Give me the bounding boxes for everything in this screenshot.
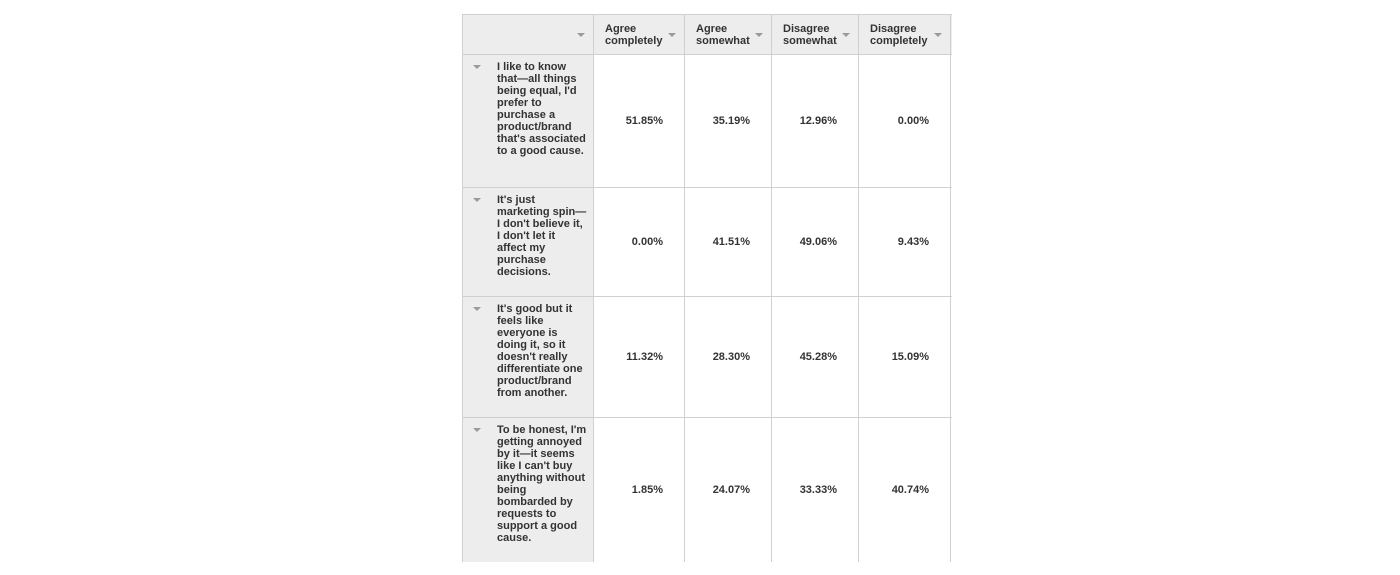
chevron-down-icon[interactable] <box>473 307 481 311</box>
table-row <box>463 188 953 297</box>
table-cell: 51.85% <box>594 55 685 188</box>
table-cell: 28.30% <box>685 297 772 418</box>
chevron-down-icon[interactable] <box>842 33 850 37</box>
column-header-agree-somewhat[interactable] <box>685 15 772 55</box>
corner-header[interactable] <box>463 15 594 55</box>
table-cell: 35.19% <box>685 55 772 188</box>
header-row <box>463 15 953 55</box>
table-cell: 12.96% <box>772 55 859 188</box>
table-cell: 45.28% <box>772 297 859 418</box>
chevron-down-icon[interactable] <box>473 198 481 202</box>
pivot-table <box>462 14 952 562</box>
table-cell-overflow <box>951 297 953 418</box>
pivot-table-container <box>462 14 952 562</box>
row-header[interactable] <box>463 55 594 188</box>
row-header-label: I like to know that—all things being equal, I'd prefer to purchase a product/brand that's associated to a good cause. <box>497 61 586 157</box>
row-header[interactable] <box>463 188 594 297</box>
column-header-label: Agree somewhat <box>696 22 750 47</box>
column-header-overflow <box>951 15 953 55</box>
column-header-disagree-completely[interactable] <box>859 15 951 55</box>
table-cell: 11.32% <box>594 297 685 418</box>
table-cell: 9.43% <box>859 188 951 297</box>
table-cell: 15.09% <box>859 297 951 418</box>
chevron-down-icon[interactable] <box>577 33 585 37</box>
row-header-label: To be honest, I'm getting annoyed by it—it seems like I can't buy anything without being bombarded by requests to support a good cause. <box>497 424 587 544</box>
table-cell: 33.33% <box>772 418 859 563</box>
table-cell: 41.51% <box>685 188 772 297</box>
table-cell: 49.06% <box>772 188 859 297</box>
table-cell-overflow <box>951 55 953 188</box>
table-cell-overflow <box>951 188 953 297</box>
table-cell: 0.00% <box>594 188 685 297</box>
column-header-agree-completely[interactable] <box>594 15 685 55</box>
table-cell: 1.85% <box>594 418 685 563</box>
row-header-label: It's good but it feels like everyone is doing it, so it doesn't really differentiate one product/brand from another. <box>497 303 583 399</box>
table-cell: 24.07% <box>685 418 772 563</box>
chevron-down-icon[interactable] <box>473 65 481 69</box>
column-header-label: Disagree completely <box>870 22 928 47</box>
column-header-disagree-somewhat[interactable] <box>772 15 859 55</box>
table-row <box>463 418 953 563</box>
chevron-down-icon[interactable] <box>473 428 481 432</box>
table-row <box>463 297 953 418</box>
chevron-down-icon[interactable] <box>755 33 763 37</box>
table-cell: 40.74% <box>859 418 951 563</box>
table-cell-overflow <box>951 418 953 563</box>
column-header-label: Agree completely <box>605 22 663 47</box>
row-header[interactable] <box>463 418 594 563</box>
chevron-down-icon[interactable] <box>934 33 942 37</box>
column-header-label: Disagree somewhat <box>783 22 837 47</box>
chevron-down-icon[interactable] <box>668 33 676 37</box>
table-cell: 0.00% <box>859 55 951 188</box>
table-row <box>463 55 953 188</box>
row-header-label: It's just marketing spin—I don't believe it, I don't let it affect my purchase decisions. <box>497 194 587 278</box>
row-header[interactable] <box>463 297 594 418</box>
